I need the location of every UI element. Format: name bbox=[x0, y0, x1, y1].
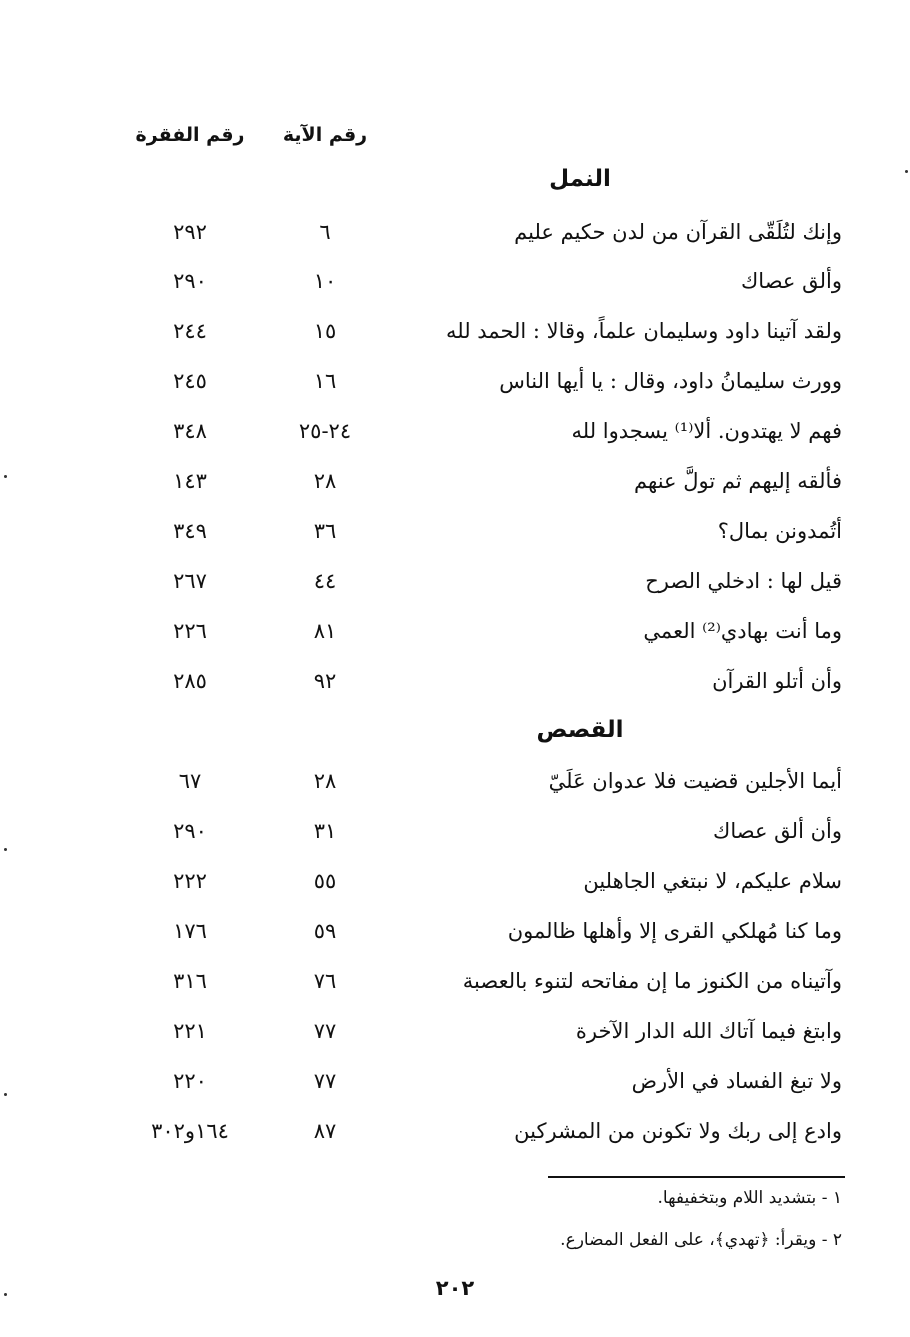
aya-number: ٣١ bbox=[313, 819, 337, 843]
quran-phrase: قيل لها : ادخلي الصرح bbox=[645, 569, 842, 593]
index-row bbox=[0, 811, 910, 851]
section-title: القصص bbox=[536, 717, 624, 743]
aya-number: ٨١ bbox=[313, 619, 337, 643]
footnote: ٢ - ويقرأ: ﴿تهدي﴾، على الفعل المضارع. bbox=[560, 1230, 842, 1250]
paragraph-number: ٢٢٠ bbox=[173, 1069, 207, 1093]
index-row bbox=[0, 1111, 910, 1151]
aya-number: ٥٥ bbox=[313, 869, 337, 893]
quran-phrase: وادع إلى ربك ولا تكونن من المشركين bbox=[514, 1119, 842, 1143]
aya-number: ٣٦ bbox=[313, 519, 337, 543]
index-row bbox=[0, 561, 910, 601]
quran-phrase: ولقد آتينا داود وسليمان علماً، وقالا : الحمد لله bbox=[446, 319, 842, 343]
paragraph-number: ١٤٣ bbox=[173, 469, 207, 493]
aya-number: ٧٧ bbox=[313, 1019, 337, 1043]
aya-number: ١٠ bbox=[313, 269, 337, 293]
aya-number: ٢٤-٢٥ bbox=[298, 419, 352, 443]
paragraph-number: ٢٨٥ bbox=[173, 669, 207, 693]
scan-speck bbox=[4, 1093, 7, 1096]
aya-number: ٦ bbox=[319, 220, 331, 244]
index-row bbox=[0, 411, 910, 451]
paragraph-number: ٢٤٥ bbox=[173, 369, 207, 393]
index-row bbox=[0, 212, 910, 252]
aya-number: ٥٩ bbox=[313, 919, 337, 943]
quran-phrase: وأن ألق عصاك bbox=[713, 819, 842, 843]
paragraph-number: ٢٢١ bbox=[173, 1019, 207, 1043]
index-row bbox=[0, 511, 910, 551]
index-row bbox=[0, 261, 910, 301]
paragraph-number: ٣١٦ bbox=[173, 969, 207, 993]
paragraph-number: ٣٤٩ bbox=[173, 519, 207, 543]
index-row bbox=[0, 461, 910, 501]
aya-number: ١٥ bbox=[313, 319, 337, 343]
index-row bbox=[0, 861, 910, 901]
quran-phrase: وما أنت بهادي⁽²⁾ العمي bbox=[643, 619, 842, 643]
quran-phrase: أتُمدونن بمال؟ bbox=[717, 519, 842, 543]
aya-number: ٢٨ bbox=[313, 469, 337, 493]
quran-phrase: وورث سليمانُ داود، وقال : يا أيها الناس bbox=[499, 369, 842, 393]
quran-phrase: وألق عصاك bbox=[740, 269, 842, 293]
index-row bbox=[0, 661, 910, 701]
index-row bbox=[0, 911, 910, 951]
index-row bbox=[0, 1061, 910, 1101]
quran-phrase: وإنك لتُلَقّى القرآن من لدن حكيم عليم bbox=[514, 220, 842, 244]
quran-phrase: وأن أتلو القرآن bbox=[712, 669, 842, 693]
index-row bbox=[0, 1011, 910, 1051]
column-headers bbox=[0, 124, 910, 154]
footnote: ١ - بتشديد اللام وبتخفيفها. bbox=[657, 1188, 842, 1208]
quran-phrase: وابتغ فيما آتاك الله الدار الآخرة bbox=[575, 1019, 842, 1043]
aya-number: ٧٦ bbox=[313, 969, 337, 993]
quran-phrase: فهم لا يهتدون. ألا⁽¹⁾ يسجدوا لله bbox=[571, 419, 842, 443]
scan-speck bbox=[905, 170, 908, 173]
footnote-divider bbox=[548, 1176, 845, 1178]
page-number: ٢٠٢ bbox=[435, 1276, 475, 1300]
quran-phrase: فألقه إليهم ثم تولَّ عنهم bbox=[634, 469, 842, 493]
aya-number: ٤٤ bbox=[313, 569, 337, 593]
quran-phrase: وما كنا مُهلكي القرى إلا وأهلها ظالمون bbox=[507, 919, 842, 943]
aya-column-header: رقم الآية bbox=[282, 124, 368, 146]
index-row bbox=[0, 961, 910, 1001]
section-title: النمل bbox=[549, 166, 611, 192]
index-row bbox=[0, 311, 910, 351]
index-row bbox=[0, 611, 910, 651]
index-row bbox=[0, 761, 910, 801]
quran-phrase: ولا تبغ الفساد في الأرض bbox=[631, 1069, 842, 1093]
paragraph-number: ٢٦٧ bbox=[173, 569, 207, 593]
paragraph-number: ٢٩٠ bbox=[173, 819, 207, 843]
index-row bbox=[0, 361, 910, 401]
aya-number: ٧٧ bbox=[313, 1069, 337, 1093]
aya-number: ٢٨ bbox=[313, 769, 337, 793]
aya-number: ٨٧ bbox=[313, 1119, 337, 1143]
paragraph-number: ٢٩٠ bbox=[173, 269, 207, 293]
scan-speck bbox=[4, 475, 7, 478]
quran-phrase: أيما الأجلين قضيت فلا عدوان عَلَيّ bbox=[548, 769, 842, 793]
scan-speck bbox=[4, 1293, 7, 1296]
scan-speck bbox=[4, 848, 7, 851]
paragraph-number: ٣٤٨ bbox=[173, 419, 207, 443]
paragraph-number: ٢٢٦ bbox=[173, 619, 207, 643]
aya-number: ١٦ bbox=[313, 369, 337, 393]
paragraph-number: ٢٢٢ bbox=[173, 869, 207, 893]
faqra-column-header: رقم الفقرة bbox=[135, 124, 245, 146]
quran-phrase: وآتيناه من الكنوز ما إن مفاتحه لتنوء بالعصبة bbox=[462, 969, 842, 993]
quran-phrase: سلام عليكم، لا نبتغي الجاهلين bbox=[583, 869, 842, 893]
paragraph-number: ١٧٦ bbox=[173, 919, 207, 943]
paragraph-number: ١٦٤و٣٠٢ bbox=[151, 1119, 229, 1143]
paragraph-number: ٢٤٤ bbox=[173, 319, 207, 343]
paragraph-number: ٢٩٢ bbox=[173, 220, 207, 244]
paragraph-number: ٦٧ bbox=[178, 769, 202, 793]
aya-number: ٩٢ bbox=[313, 669, 337, 693]
